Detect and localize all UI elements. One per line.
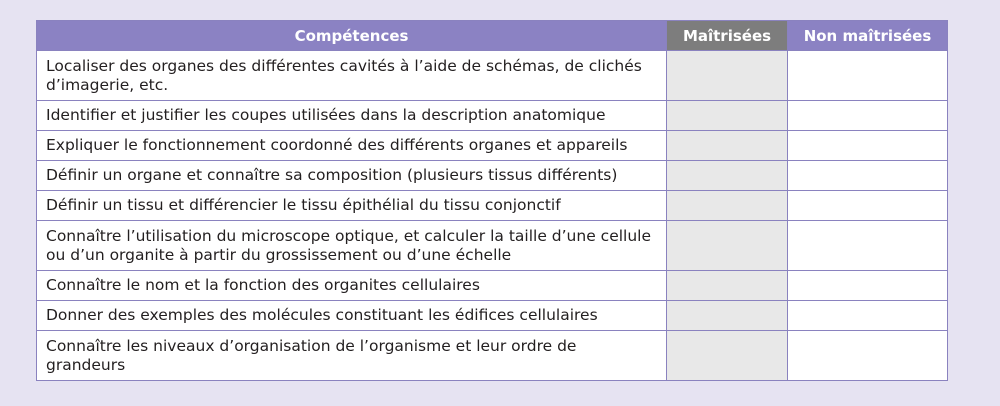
competences-table-container: [36, 20, 947, 381]
table-row: [37, 131, 948, 161]
non-maitrisees-cell[interactable]: [788, 191, 948, 221]
non-maitrisees-cell[interactable]: [788, 331, 948, 381]
non-maitrisees-cell[interactable]: [788, 51, 948, 101]
maitrisees-cell[interactable]: [667, 191, 788, 221]
competence-cell: Identifier et justifier les coupes utilisées dans la description anatomique: [37, 101, 667, 131]
table-row: [37, 101, 948, 131]
competence-cell: Expliquer le fonctionnement coordonné des différents organes et appareils: [37, 131, 667, 161]
table-body: [37, 51, 948, 381]
non-maitrisees-cell[interactable]: [788, 101, 948, 131]
table-row: [37, 331, 948, 381]
table-row: [37, 221, 948, 271]
non-maitrisees-cell[interactable]: [788, 301, 948, 331]
competence-cell: Connaître les niveaux d’organisation de l’organisme et leur ordre de grandeurs: [37, 331, 667, 381]
maitrisees-cell[interactable]: [667, 51, 788, 101]
competence-cell: Localiser des organes des différentes cavités à l’aide de schémas, de clichés d’imagerie, etc.: [37, 51, 667, 101]
competences-table: [36, 20, 948, 381]
non-maitrisees-cell[interactable]: [788, 221, 948, 271]
non-maitrisees-cell[interactable]: [788, 131, 948, 161]
competence-cell: Connaître l’utilisation du microscope optique, et calculer la taille d’une cellule ou d’un organite à partir du grossissement ou d’une échelle: [37, 221, 667, 271]
table-row: [37, 191, 948, 221]
non-maitrisees-cell[interactable]: [788, 271, 948, 301]
competence-cell: Définir un tissu et différencier le tissu épithélial du tissu conjonctif: [37, 191, 667, 221]
table-row: [37, 51, 948, 101]
table-row: [37, 271, 948, 301]
maitrisees-cell[interactable]: [667, 221, 788, 271]
competence-cell: Définir un organe et connaître sa composition (plusieurs tissus différents): [37, 161, 667, 191]
header-row: [37, 21, 948, 51]
maitrisees-cell[interactable]: [667, 161, 788, 191]
table-header: [37, 21, 948, 51]
maitrisees-cell[interactable]: [667, 101, 788, 131]
competence-cell: Connaître le nom et la fonction des organites cellulaires: [37, 271, 667, 301]
header-non-maitrisees: Non maîtrisées: [788, 21, 948, 51]
table-row: [37, 161, 948, 191]
header-competences: Compétences: [37, 21, 667, 51]
header-maitrisees: Maîtrisées: [667, 21, 788, 51]
non-maitrisees-cell[interactable]: [788, 161, 948, 191]
table-row: [37, 301, 948, 331]
maitrisees-cell[interactable]: [667, 131, 788, 161]
maitrisees-cell[interactable]: [667, 331, 788, 381]
maitrisees-cell[interactable]: [667, 301, 788, 331]
maitrisees-cell[interactable]: [667, 271, 788, 301]
competence-cell: Donner des exemples des molécules constituant les édifices cellulaires: [37, 301, 667, 331]
